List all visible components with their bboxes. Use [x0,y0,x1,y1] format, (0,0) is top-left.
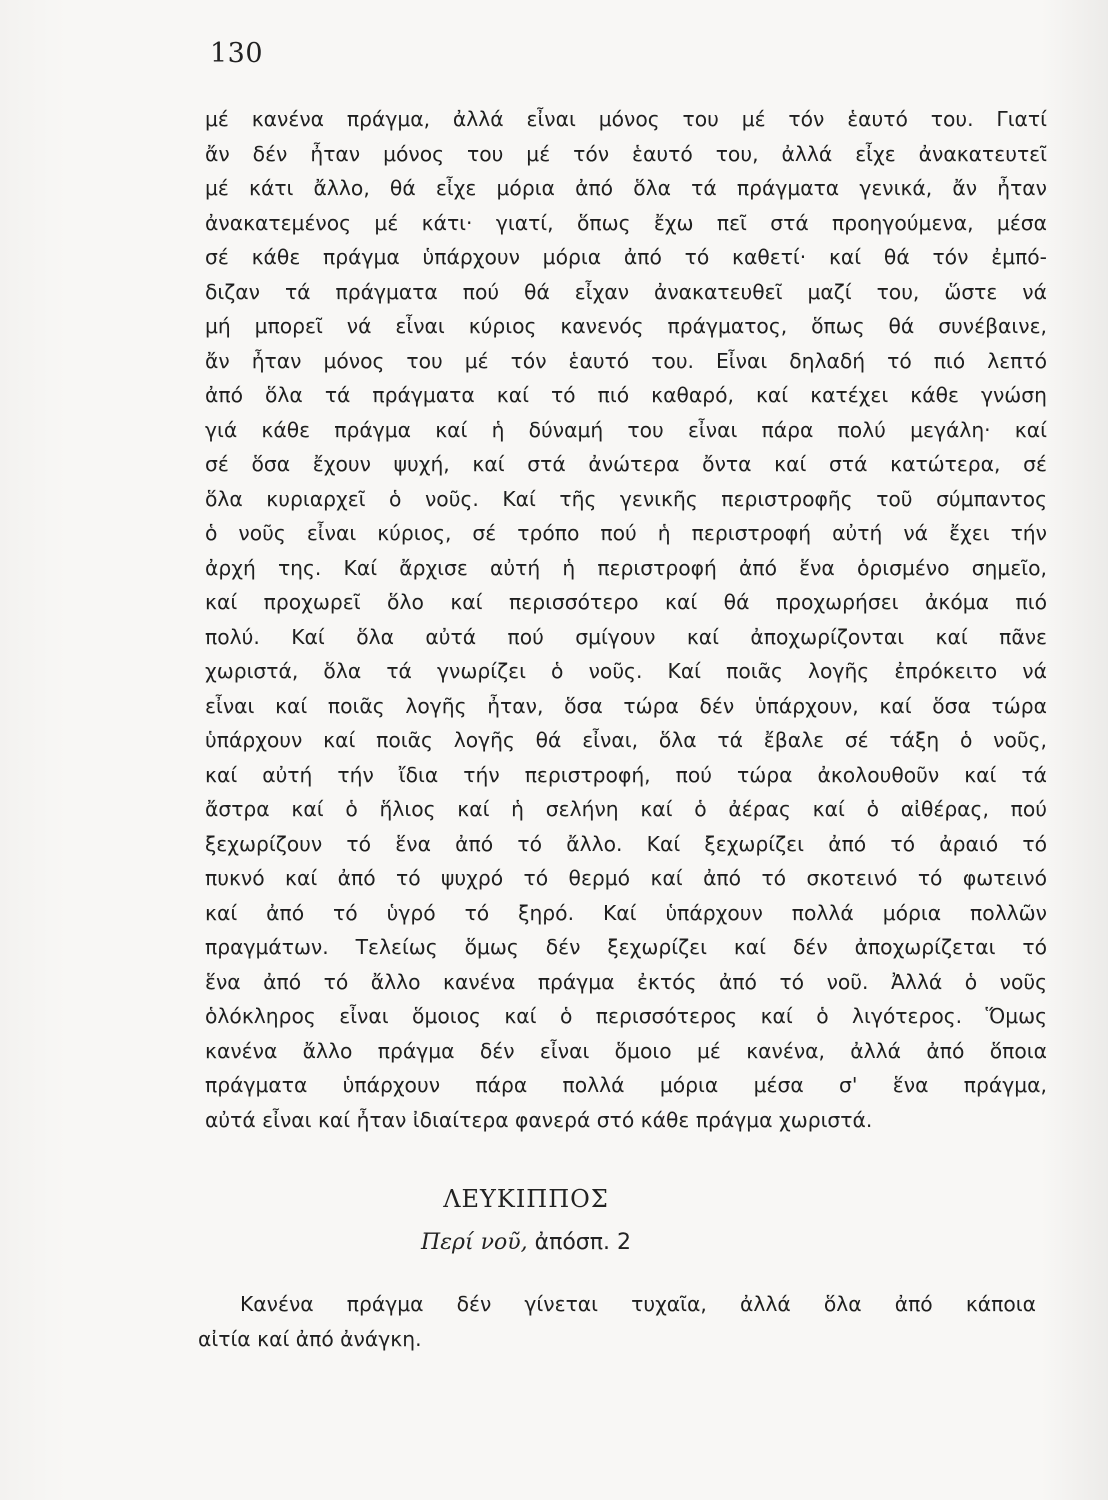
quote-line: Κανένα πράγμα δέν γίνεται τυχαῖα, ἀλλά ὅλα ἀπό κάποια [240,1292,1036,1316]
section-subheading [205,1230,847,1255]
text-line: καί ἀπό τό ὑγρό τό ξηρό. Καί ὑπάρχουν πολλά μόρια πολλῶν [205,900,1047,925]
text-line: πυκνό καί ἀπό τό ψυχρό τό θερμό καί ἀπό τό σκοτεινό τό φωτεινό [205,866,1047,890]
text-line: ἀπό ὅλα τά πράγματα καί τό πιό καθαρό, καί κατέχει κάθε γνώση [205,383,1047,407]
text-line: ἄστρα καί ὁ ἥλιος καί ἡ σελήνη καί ὁ ἀέρας καί ὁ αἰθέρας, πού [205,797,1047,821]
text-line: εἶναι καί ποιᾶς λογῆς ἦταν, ὅσα τώρα δέν ὑπάρχουν, καί ὅσα τώρα [205,693,1047,718]
text-line: πράγματα ὑπάρχουν πάρα πολλά μόρια μέσα σ' ἕνα πράγμα, [205,1073,1047,1097]
text-line: ὁλόκληρος εἶναι ὅμοιος καί ὁ περισσότερος καί ὁ λιγότερος. Ὅμως [205,1004,1047,1028]
text-line: μέ κανένα πράγμα, ἀλλά εἶναι μόνος του μέ τόν ἑαυτό του. Γιατί [205,107,1047,131]
text-line: ὑπάρχουν καί ποιᾶς λογῆς θά εἶναι, ὅλα τά ἔβαλε σέ τάξη ὁ νοῦς, [205,728,1047,752]
text-line: ξεχωρίζουν τό ἕνα ἀπό τό ἄλλο. Καί ξεχωρίζει ἀπό τό ἀραιό τό [205,831,1047,856]
text-line: ὁ νοῦς εἶναι κύριος, σέ τρόπο πού ἡ περιστροφή αὐτή νά ἔχει τήν [205,521,1047,545]
text-line: καί προχωρεῖ ὅλο καί περισσότερο καί θά προχωρήσει ἀκόμα πιό [205,590,1047,614]
page-number: 130 [210,38,264,69]
text-line: ἄν ἦταν μόνος του μέ τόν ἑαυτό του. Εἶναι δηλαδή τό πιό λεπτό [205,348,1047,373]
main-paragraph [205,102,1047,1137]
text-line: καί αὐτή τήν ἴδια τήν περιστροφή, πού τώρα ἀκολουθοῦν καί τά [205,762,1047,787]
text-line: διζαν τά πράγματα πού θά εἶχαν ἀνακατευθεῖ μαζί του, ὥστε νά [205,279,1047,304]
section-heading: ΛΕΥΚΙΠΠΟΣ [443,1185,609,1213]
text-line: κανένα ἄλλο πράγμα δέν εἶναι ὅμοιο μέ κανένα, ἀλλά ἀπό ὅποια [205,1038,1047,1063]
text-line: αὐτά εἶναι καί ἦταν ἰδιαίτερα φανερά στό κάθε πράγμα χωριστά. [205,1107,873,1132]
text-line: ἀρχή της. Καί ἄρχισε αὐτή ἡ περιστροφή ἀπό ἕνα ὁρισμένο σημεῖο, [205,555,1047,580]
text-line: ἕνα ἀπό τό ἄλλο κανένα πράγμα ἐκτός ἀπό τό νοῦ. Ἀλλά ὁ νοῦς [205,969,1047,994]
text-line: πραγμάτων. Τελείως ὅμως δέν ξεχωρίζει καί δέν ἀποχωρίζεται τό [205,935,1047,959]
text-line: χωριστά, ὅλα τά γνωρίζει ὁ νοῦς. Καί ποιᾶς λογῆς ἐπρόκειτο νά [205,659,1047,683]
text-line: ὅλα κυριαρχεῖ ὁ νοῦς. Καί τῆς γενικῆς περιστροφῆς τοῦ σύμπαντος [205,486,1047,511]
fragment-reference: ἀπόσπ. 2 [527,1230,631,1255]
text-line: ἀνακατεμένος μέ κάτι· γιατί, ὅπως ἔχω πεῖ στά προηγούμενα, μέσα [205,210,1047,235]
work-title: Περί νοῦ, [421,1230,528,1255]
text-line: γιά κάθε πράγμα καί ἡ δύναμή του εἶναι πάρα πολύ μεγάλη· καί [205,417,1047,442]
text-line: σέ κάθε πράγμα ὑπάρχουν μόρια ἀπό τό καθετί· καί θά τόν ἐμπό- [205,245,1047,269]
quote-line: αἰτία καί ἀπό ἀνάγκη. [198,1326,422,1351]
text-line: μέ κάτι ἄλλο, θά εἶχε μόρια ἀπό ὅλα τά πράγματα γενικά, ἄν ἦταν [205,176,1047,200]
text-line: ἄν δέν ἦταν μόνος του μέ τόν ἑαυτό του, ἀλλά εἶχε ἀνακατευτεῖ [205,141,1047,166]
text-line: πολύ. Καί ὅλα αὐτά πού σμίγουν καί ἀποχωρίζονται καί πᾶνε [205,624,1047,649]
text-line: μή μπορεῖ νά εἶναι κύριος κανενός πράγματος, ὅπως θά συνέβαινε, [205,314,1047,338]
text-line: σέ ὅσα ἔχουν ψυχή, καί στά ἀνώτερα ὄντα καί στά κατώτερα, σέ [205,452,1047,476]
quote-paragraph [198,1287,1036,1356]
